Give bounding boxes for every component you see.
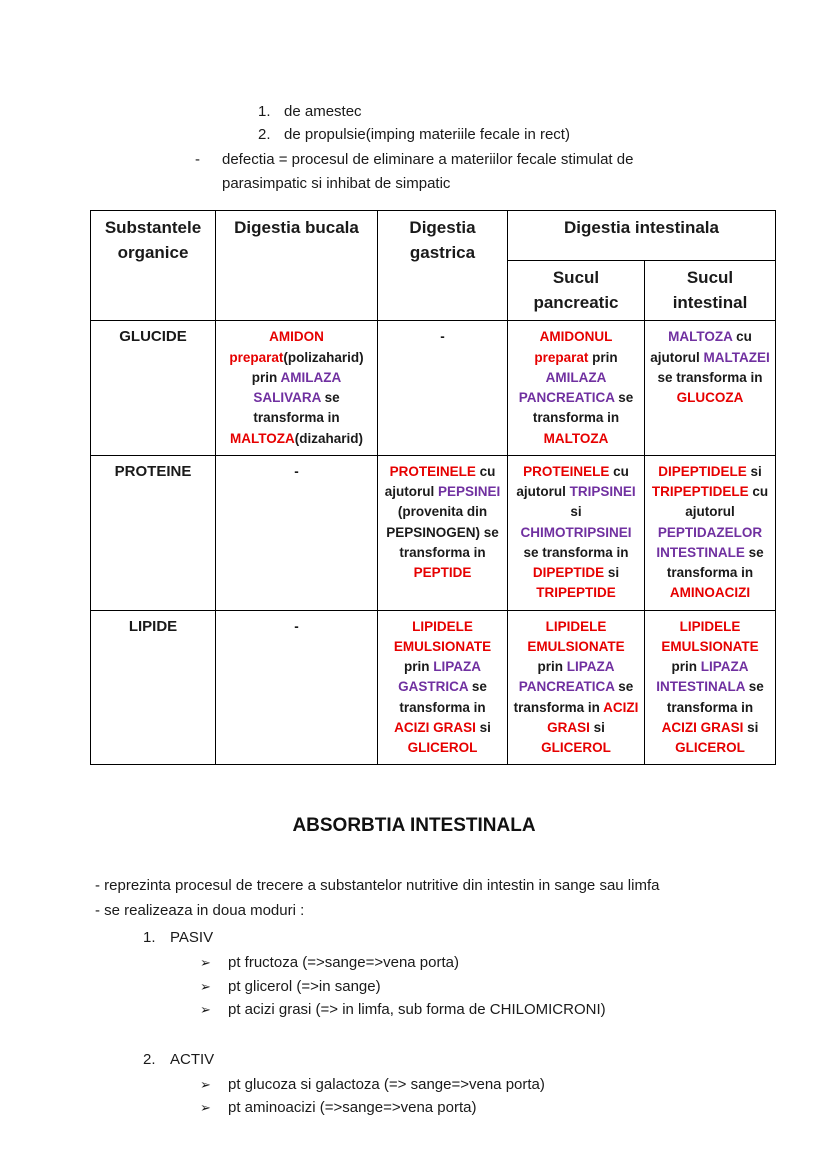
list-text: de amestec — [284, 103, 362, 120]
cell-glucide-intestinal: MALTOZA cu ajutorul MALTAZEI se transforma in GLUCOZA — [645, 321, 776, 456]
row-label-glucide: GLUCIDE — [91, 321, 216, 456]
header-substances: Substantele organice — [91, 211, 216, 321]
defecation-line-2: parasimpatic si inhibat de simpatic — [222, 175, 451, 192]
cell-proteine-pancreatic: PROTEINELE cu ajutorul TRIPSINEI si CHIMOTRIPSINEI se transforma in DIPEPTIDE si TRIPEPTIDE — [508, 455, 645, 610]
cell-glucide-gastrica: - — [378, 321, 508, 456]
mode-pasiv-heading — [143, 926, 828, 950]
bullet-text: pt aminoacizi (=>sange=>vena porta) — [228, 1099, 477, 1117]
bullet-text: pt glucoza si galactoza (=> sange=>vena porta) — [228, 1075, 545, 1093]
cell-proteine-bucala: - — [216, 455, 378, 610]
table-row-glucide — [91, 321, 776, 456]
bullet-text: pt glicerol (=>in sange) — [228, 977, 381, 995]
table-row-lipide — [91, 610, 776, 765]
list-text: de propulsie(imping materiile fecale in rect) — [284, 126, 570, 143]
list-number: 1. — [258, 103, 271, 120]
mode-number: 1. — [143, 929, 156, 947]
cell-lipide-intestinal: LIPIDELE EMULSIONATE prin LIPAZA INTESTINALA se transforma in ACIZI GRASI si GLICEROL — [645, 610, 776, 765]
bullet-item — [200, 998, 828, 1022]
dash-bullet: - — [195, 151, 200, 168]
cell-lipide-bucala: - — [216, 610, 378, 765]
mode-activ-bullets — [200, 1073, 828, 1120]
absorption-intro — [95, 873, 828, 923]
header-sucul-pancreatic: Sucul pancreatic — [508, 261, 645, 321]
intro-section — [0, 0, 828, 196]
bullet-text: pt fructoza (=>sange=>vena porta) — [228, 954, 459, 972]
list-item — [258, 100, 828, 123]
mode-name: ACTIV — [170, 1050, 215, 1068]
cell-proteine-gastrica: PROTEINELE cu ajutorul PEPSINEI (provenita din PEPSINOGEN) se transforma in PEPTIDE — [378, 455, 508, 610]
bullet-item — [200, 975, 828, 999]
header-sucul-intestinal: Sucul intestinal — [645, 261, 776, 321]
arrow-bullet-icon: ➢ — [200, 1076, 211, 1092]
digestion-table — [90, 210, 776, 765]
defecation-line-1: defectia = procesul de eliminare a materiilor fecale stimulat de — [222, 151, 634, 168]
arrow-bullet-icon: ➢ — [200, 1002, 211, 1018]
numbered-list — [258, 100, 828, 146]
cell-lipide-pancreatic: LIPIDELE EMULSIONATE prin LIPAZA PANCREATICA se transforma in ACIZI GRASI si GLICEROL — [508, 610, 645, 765]
absorption-intro-line-1: - reprezinta procesul de trecere a substantelor nutritive din intestin in sange sau limfa — [95, 877, 660, 895]
mode-activ-heading — [143, 1048, 828, 1072]
mode-activ — [143, 1048, 828, 1120]
arrow-bullet-icon: ➢ — [200, 955, 211, 971]
defecation-note — [195, 148, 828, 196]
table-row-proteine — [91, 455, 776, 610]
cell-proteine-intestinal: DIPEPTIDELE si TRIPEPTIDELE cu ajutorul PEPTIDAZELOR INTESTINALE se transforma in AMINOACIZI — [645, 455, 776, 610]
arrow-bullet-icon: ➢ — [200, 978, 211, 994]
mode-name: PASIV — [170, 929, 214, 947]
section-title: ABSORBTIA INTESTINALA — [292, 815, 536, 837]
list-number: 2. — [258, 126, 271, 143]
table-header-row — [91, 211, 776, 261]
cell-glucide-pancreatic: AMIDONUL preparat prin AMILAZA PANCREATICA se transforma in MALTOZA — [508, 321, 645, 456]
bullet-text: pt acizi grasi (=> in limfa, sub forma de CHILOMICRONI) — [228, 1001, 606, 1019]
arrow-bullet-icon: ➢ — [200, 1100, 211, 1116]
row-label-lipide: LIPIDE — [91, 610, 216, 765]
header-digestia-gastrica: Digestia gastrica — [378, 211, 508, 321]
cell-glucide-bucala: AMIDON preparat(polizaharid) prin AMILAZA SALIVARA se transforma in MALTOZA(dizaharid) — [216, 321, 378, 456]
bullet-item — [200, 1073, 828, 1097]
bullet-item — [200, 951, 828, 975]
mode-number: 2. — [143, 1050, 156, 1068]
list-item — [258, 123, 828, 146]
row-label-proteine: PROTEINE — [91, 455, 216, 610]
bullet-item — [200, 1096, 828, 1120]
cell-lipide-gastrica: LIPIDELE EMULSIONATE prin LIPAZA GASTRICA se transforma in ACIZI GRASI si GLICEROL — [378, 610, 508, 765]
defecation-lines — [222, 148, 633, 196]
header-digestia-intestinala: Digestia intestinala — [508, 211, 776, 261]
mode-pasiv-bullets — [200, 951, 828, 1022]
mode-pasiv — [143, 926, 828, 1022]
header-digestia-bucala: Digestia bucala — [216, 211, 378, 321]
absorption-intro-line-2: - se realizeaza in doua moduri : — [95, 902, 305, 920]
